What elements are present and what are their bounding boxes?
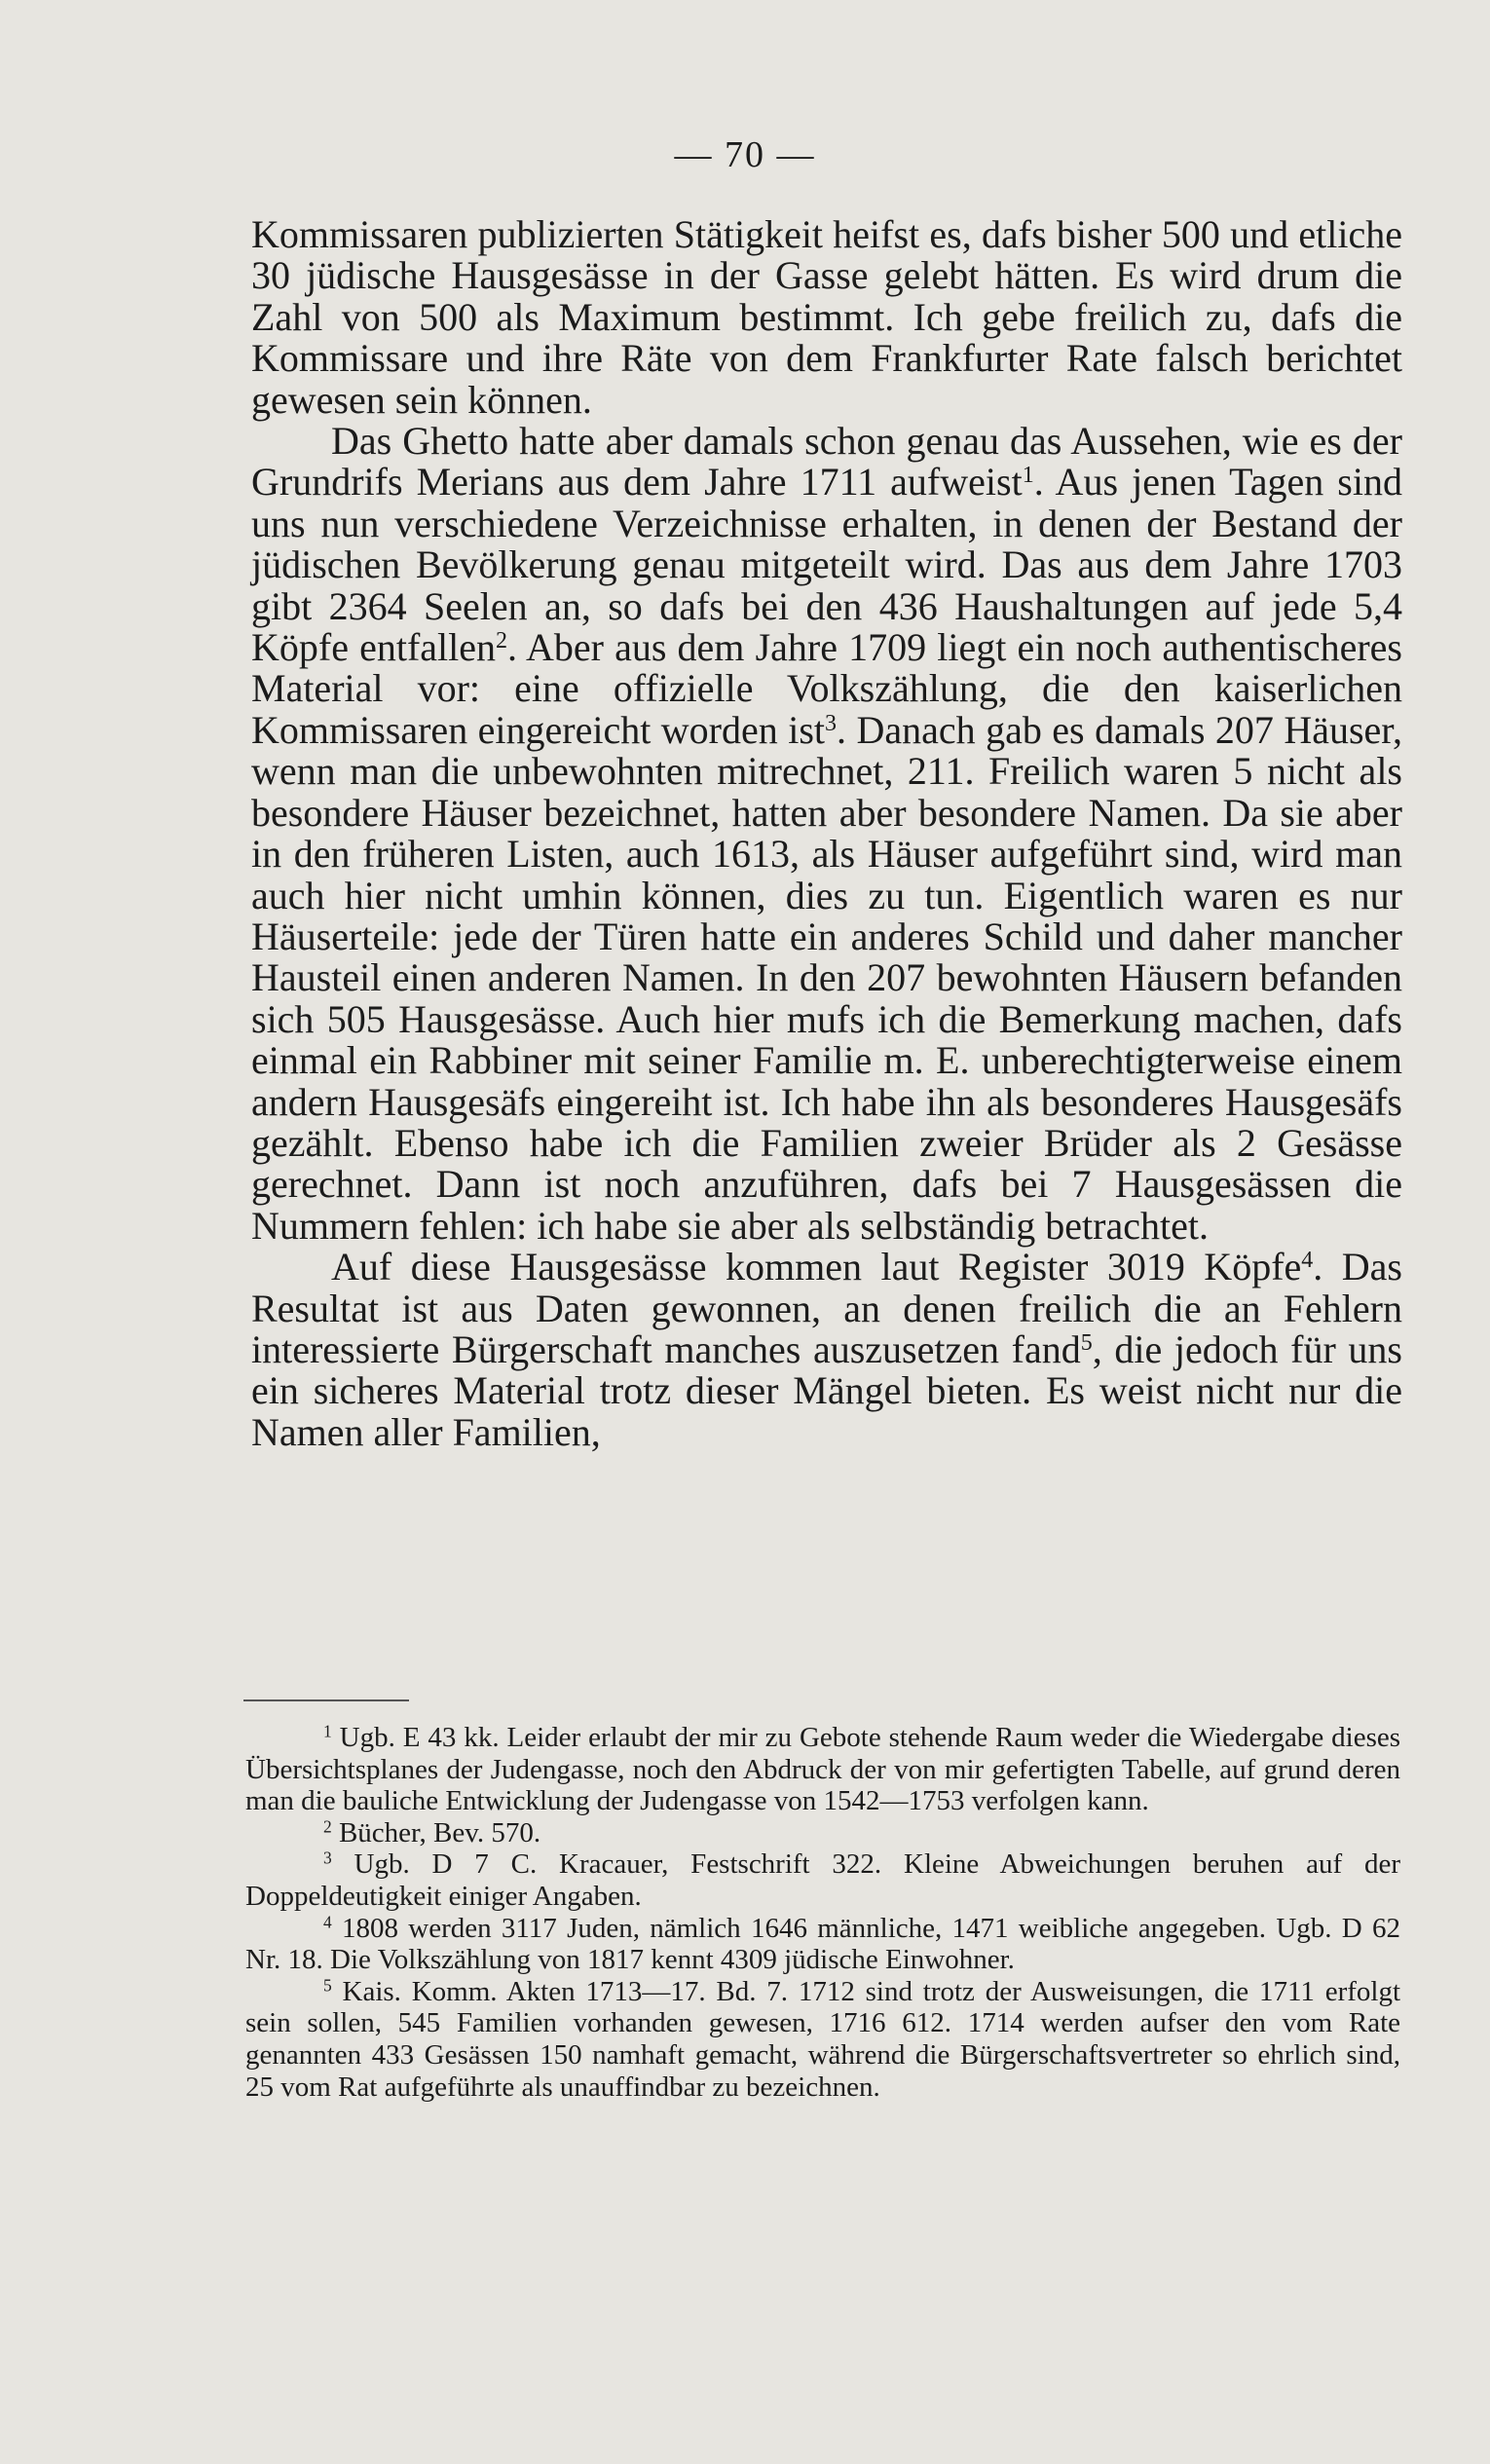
text-run: Auf diese Hausgesässe kommen laut Register 3019 Köpfe xyxy=(331,1245,1302,1289)
text-run: . Danach gab es damals 207 Häuser, wenn man die unbewohnten mitrechnet, 211. Freilich waren 5 nicht als besondere Häuser bezeichnet, hatten aber besondere Namen. Da sie aber in den früheren Listen, auch 1613, als Häuser aufgeführt sind, wird man auch hier nicht umhin können, dies zu tun. Eigentlich waren es nur Häuserteile: jede der Türen hatte ein anderes Schild und daher mancher Hausteil einen anderen Namen. In den 207 bewohnten Häusern befanden sich 505 Hausgesässe. Auch hier mufs ich die Bemerkung machen, dafs einmal ein Rabbiner mit seiner Familie m. E. unberechtigterweise einem andern Hausgesäfs eingereiht ist. Ich habe ihn als besonderes Hausgesäfs gezählt. Ebenso habe ich die Familien zweier Brüder als 2 Gesässe gerechnet. Dann ist noch anzuführen, dafs bei 7 Hausgesässen die Nummern fehlen: ich habe sie aber als selbständig betrachtet. xyxy=(251,707,1402,1248)
footnote-reference: 1 xyxy=(1022,463,1034,489)
footnote-marker: 3 xyxy=(323,1848,332,1868)
footnote xyxy=(245,1848,1400,1912)
footnote-reference: 4 xyxy=(1301,1247,1314,1273)
footnote xyxy=(245,1722,1400,1817)
footnote-reference: 3 xyxy=(825,710,838,736)
footnote-marker: 4 xyxy=(323,1912,332,1931)
footnote-text: Kais. Komm. Akten 1713—17. Bd. 7. 1712 sind trotz der Ausweisungen, die 1711 erfolgt sein sollen, 545 Familien vorhanden gewesen, 1716 612. 1714 werden aufser den vom Rate genannten 433 Gesässen 150 namhaft gemacht, während die Bürgerschaftsvertreter so ehrlich sind, 25 vom Rat aufgeführte als unauffindbar zu bezeichnen. xyxy=(245,1975,1400,2103)
paragraph xyxy=(251,421,1402,1247)
footnote-marker: 5 xyxy=(323,1975,332,1996)
footnote-text: Bücher, Bev. 570. xyxy=(338,1816,541,1848)
footnote-text: Ugb. D 7 C. Kracauer, Festschrift 322. Kleine Abweichungen beruhen auf der Doppeldeutigkeit einiger Angaben. xyxy=(245,1848,1400,1912)
footnote xyxy=(245,1976,1400,2103)
text-run: . Aber aus dem Jahre 1709 liegt ein noch authentischeres Material vor: eine offizielle Volkszählung, die den kaiserlichen Kommissaren eingereicht worden ist xyxy=(251,625,1402,752)
footnote-reference: 5 xyxy=(1080,1329,1093,1356)
body-text xyxy=(251,214,1402,1453)
footnote-marker: 1 xyxy=(323,1721,332,1741)
footnote xyxy=(245,1817,1400,1849)
text-run: , die jedoch für uns ein sicheres Material trotz dieser Mängel bieten. Es weist nicht nur die Namen aller Familien, xyxy=(251,1326,1402,1454)
footnotes xyxy=(245,1722,1400,2103)
footnote-text: Ugb. E 43 kk. Leider erlaubt der mir zu Gebote stehende Raum weder die Wiedergabe dieses Übersichtsplanes der Judengasse, noch den Abdruck der von mir gefertigten Tabelle, auf grund deren man die bauliche Entwicklung der Judengasse von 1542—1753 verfolgen kann. xyxy=(245,1722,1401,1817)
footnote-reference: 2 xyxy=(496,627,508,653)
text-run: . Aus jenen Tagen sind uns nun verschiedene Verzeichnisse erhalten, in denen der Bestand der jüdischen Bevölkerung genau mitgeteilt wird. Das aus dem Jahre 1703 gibt 2364 Seelen an, so dafs bei den 436 Haushaltungen auf jede 5,4 Köpfe entfallen xyxy=(251,460,1402,670)
footnote-separator xyxy=(243,1699,409,1701)
paragraph xyxy=(251,1247,1402,1453)
paragraph xyxy=(251,214,1402,421)
footnote-marker: 2 xyxy=(323,1816,332,1837)
footnote-text: 1808 werden 3117 Juden, nämlich 1646 männliche, 1471 weibliche angegeben. Ugb. D 62 Nr. 18. Die Volkszählung von 1817 kennt 4309 jüdische Einwohner. xyxy=(245,1912,1400,1976)
text-run: Kommissaren publizierten Stätigkeit heifst es, dafs bisher 500 und etliche 30 jüdische Hausgesässe in der Gasse gelebt hätten. Es wird drum die Zahl von 500 als Maximum bestimmt. Ich gebe freilich zu, dafs die Kommissare und ihre Räte von dem Frankfurter Rate falsch berichtet gewesen sein können. xyxy=(251,212,1402,422)
page-number: — 70 — xyxy=(674,134,816,175)
text-run: Das Ghetto hatte aber damals schon genau das Aussehen, wie es der Grundrifs Merians aus dem Jahre 1711 aufweist xyxy=(251,419,1402,504)
footnote xyxy=(245,1913,1400,1976)
text-run: . Das Resultat ist aus Daten gewonnen, an denen freilich die an Fehlern interessierte Bürgerschaft manches auszusetzen fand xyxy=(251,1245,1402,1371)
